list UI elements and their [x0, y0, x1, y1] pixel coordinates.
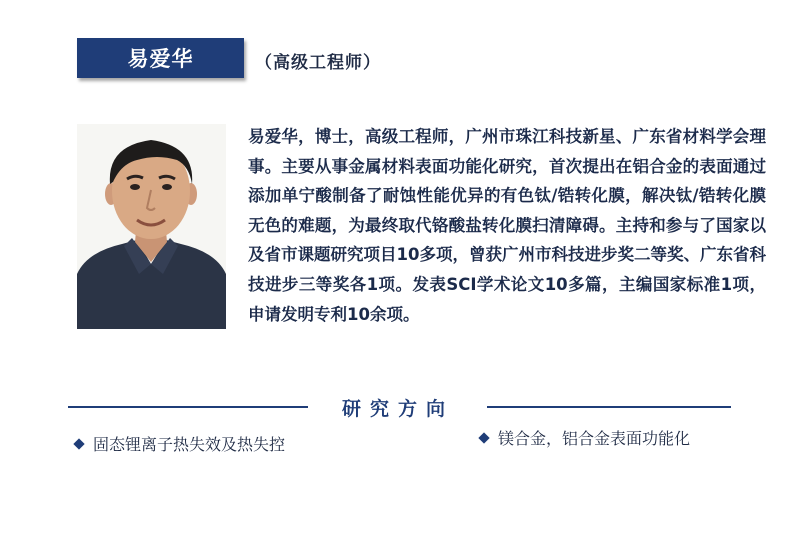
name-banner	[77, 38, 244, 78]
person-name: 易爱华	[127, 47, 194, 71]
research-item-label: 镁合金，铝合金表面功能化	[498, 429, 691, 448]
diamond-bullet-icon	[478, 432, 489, 443]
research-item	[480, 426, 690, 449]
research-section-title: 研究方向	[341, 398, 454, 420]
diamond-bullet-icon	[73, 438, 84, 449]
divider-left	[68, 406, 308, 408]
research-item-label: 固态锂离子热失效及热失控	[93, 435, 286, 454]
research-item	[75, 432, 285, 455]
biography-text: 易爱华，博士，高级工程师，广州市珠江科技新星、广东省材料学会理事。主要从事金属材料表面功能化研究，首次提出在铝合金的表面通过添加单宁酸制备了耐蚀性能优异的有色钛/锆转化膜，解决钛/锆转化膜无色的难题，为最终取代铬酸盐转化膜扫清障碍。主持和参与了国家以及省市课题研究项目10多项，曾获广州市科技进步奖二等奖、广东省科技进步三等奖各1项。发表SCI学术论文10多篇，主编国家标准1项，申请发明专利10余项。	[248, 127, 766, 324]
person-title: （高级工程师）	[255, 53, 381, 73]
portrait-photo	[77, 124, 226, 329]
divider-right	[487, 406, 731, 408]
